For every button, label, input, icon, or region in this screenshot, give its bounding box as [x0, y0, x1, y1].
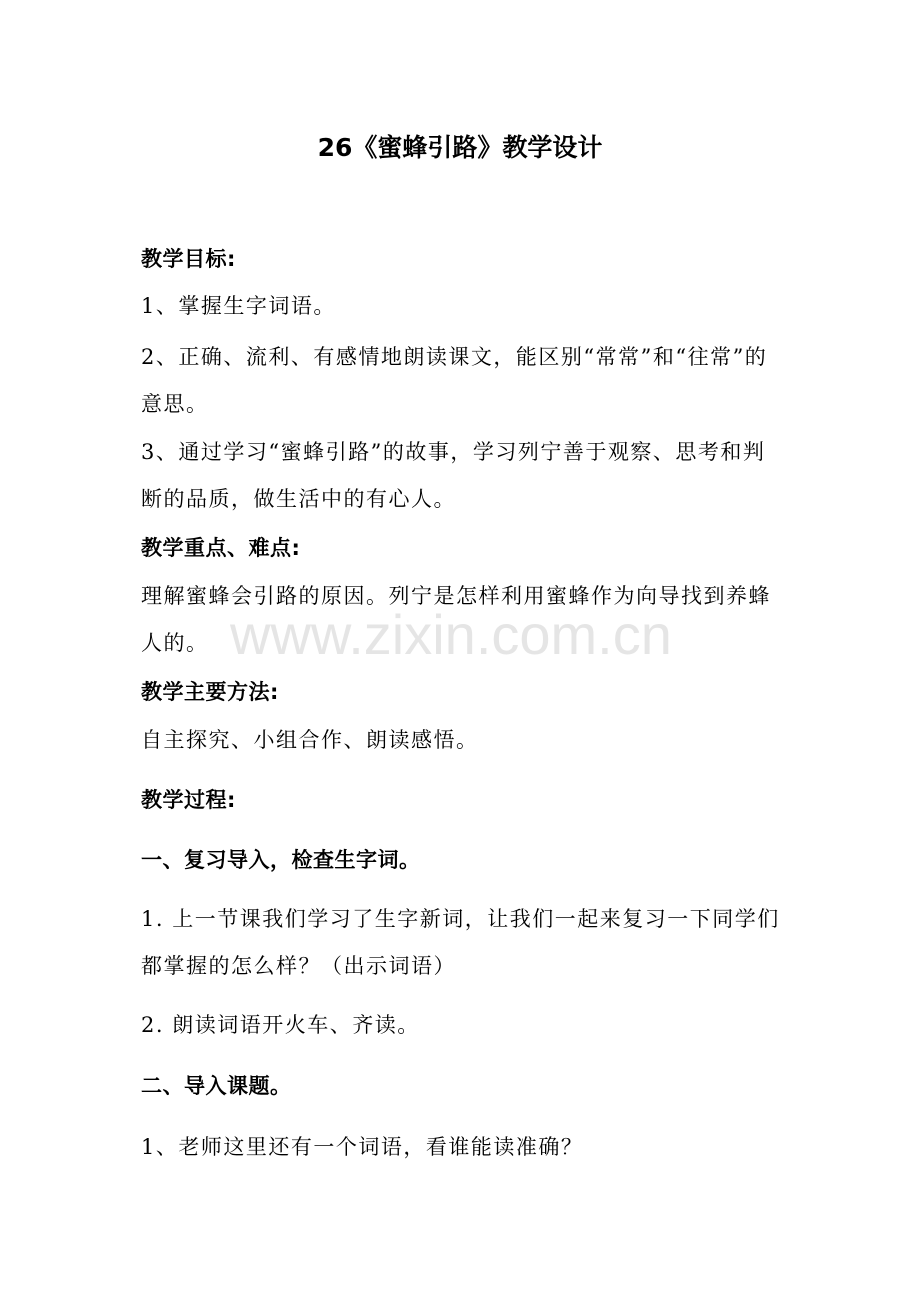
- key-points-text: 理解蜜蜂会引路的原因。列宁是怎样利用蜜蜂作为向导找到养蜂人的。: [141, 584, 771, 655]
- objective-item-2: 2、正确、流利、有感情地朗读课文，能区别“常常”和“往常”的意思。: [141, 345, 768, 416]
- process-heading: 教学过程:: [141, 788, 236, 812]
- document-title: 26《蜜蜂引路》教学设计: [317, 133, 603, 162]
- section-2-item-1: 1、老师这里还有一个词语，看谁能读准确？: [141, 1135, 584, 1159]
- objective-item-3: 3、通过学习“蜜蜂引路”的故事，学习列宁善于观察、思考和判断的品质，做生活中的有心人。: [141, 440, 766, 511]
- methods-heading: 教学主要方法:: [141, 680, 279, 704]
- objective-item-1: 1、掌握生字词语。: [141, 294, 336, 318]
- methods-text: 自主探究、小组合作、朗读感悟。: [141, 728, 479, 752]
- section-2-heading: 二、导入课题。: [141, 1074, 292, 1098]
- watermark-text: www.zixin.com.cn: [230, 603, 672, 666]
- key-points-heading: 教学重点、难点:: [141, 536, 301, 560]
- section-1-item-1: 1. 上一节课我们学习了生字新词，让我们一起来复习一下同学们都掌握的怎么样？（出示词语）: [141, 907, 780, 978]
- section-1-heading: 一、复习导入，检查生字词。: [141, 848, 421, 872]
- objectives-heading: 教学目标:: [141, 247, 236, 271]
- section-1-item-2: 2. 朗读词语开火车、齐读。: [141, 1013, 420, 1037]
